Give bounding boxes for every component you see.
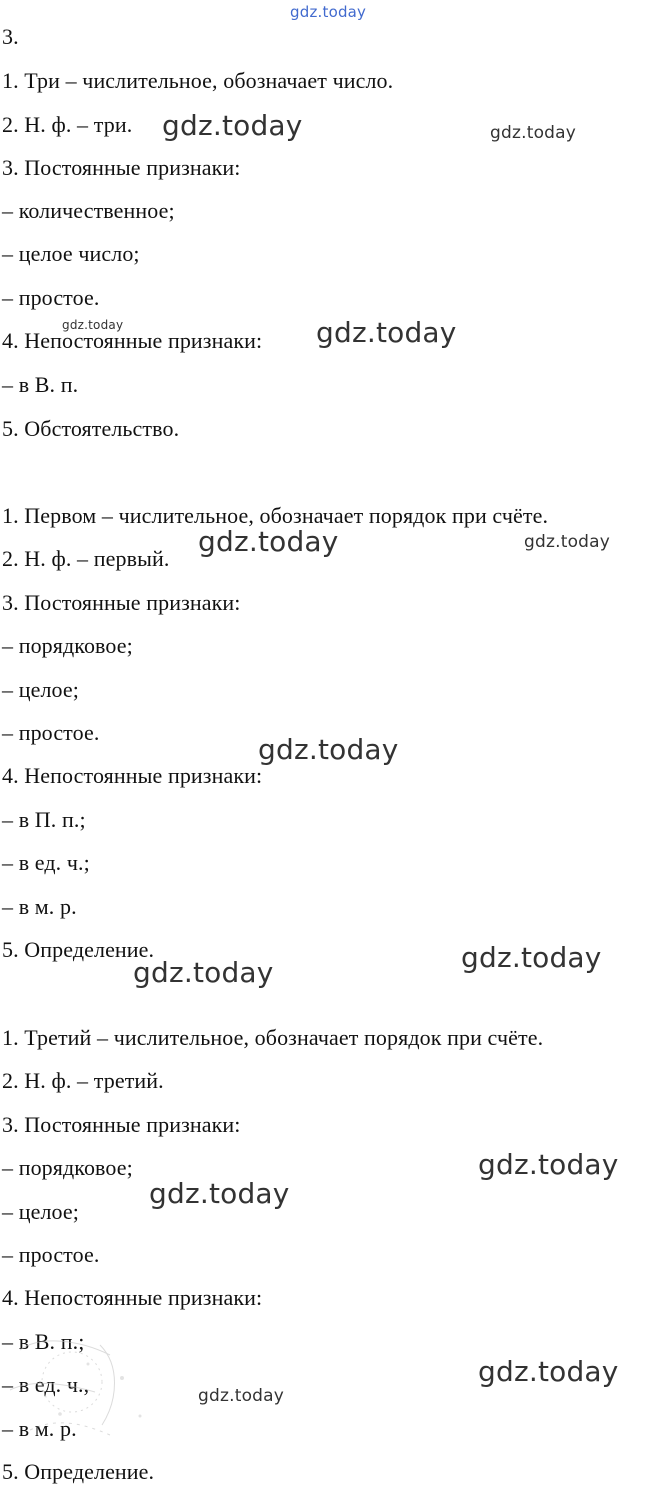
block1-line-1: 1. Три – числительное, обозначает число. — [2, 68, 394, 93]
watermark: gdz.today — [478, 1148, 619, 1181]
block3-line-4: – порядковое; — [2, 1155, 133, 1180]
block3-line-5: – целое; — [2, 1199, 79, 1224]
block3-line-1: 1. Третий – числительное, обозначает порядок при счёте. — [2, 1025, 544, 1050]
block2-line-11: 5. Определение. — [2, 937, 155, 962]
watermark: gdz.today — [198, 1386, 285, 1406]
block1-line-5: – целое число; — [2, 241, 140, 266]
block3-line-3: 3. Постоянные признаки: — [2, 1112, 241, 1137]
task-number: 3. — [2, 24, 19, 49]
block3-line-9: – в ед. ч., — [2, 1372, 90, 1397]
block3-line-6: – простое. — [2, 1242, 100, 1267]
block2-line-3: 3. Постоянные признаки: — [2, 590, 241, 615]
watermark: gdz.today — [149, 1177, 290, 1210]
block1-line-9: 5. Обстоятельство. — [2, 416, 180, 441]
watermark-top: gdz.today — [290, 3, 367, 21]
block2-line-9: – в ед. ч.; — [2, 850, 90, 875]
block3-line-11: 5. Определение. — [2, 1459, 155, 1484]
block1-line-7: 4. Непостоянные признаки: — [2, 328, 263, 353]
block1-line-6: – простое. — [2, 285, 100, 310]
watermark: gdz.today — [62, 318, 124, 332]
block3-line-7: 4. Непостоянные признаки: — [2, 1285, 263, 1310]
block2-line-7: 4. Непостоянные признаки: — [2, 763, 263, 788]
block3-line-10: – в м. р. — [2, 1416, 77, 1441]
block3-line-8: – в В. п.; — [2, 1329, 85, 1354]
block2-line-1: 1. Первом – числительное, обозначает порядок при счёте. — [2, 503, 549, 528]
watermark: gdz.today — [524, 532, 611, 552]
block2-line-8: – в П. п.; — [2, 807, 86, 832]
watermark: gdz.today — [133, 956, 274, 989]
watermark: gdz.today — [316, 316, 457, 349]
block1-line-3: 3. Постоянные признаки: — [2, 155, 241, 180]
block2-line-10: – в м. р. — [2, 894, 77, 919]
block2-line-2: 2. Н. ф. – первый. — [2, 546, 170, 571]
watermark: gdz.today — [461, 941, 602, 974]
watermark: gdz.today — [490, 123, 577, 143]
watermark: gdz.today — [198, 525, 339, 558]
block2-line-6: – простое. — [2, 720, 100, 745]
block1-line-8: – в В. п. — [2, 372, 79, 397]
block1-line-2: 2. Н. ф. – три. — [2, 112, 133, 137]
watermark: gdz.today — [258, 733, 399, 766]
block2-line-5: – целое; — [2, 677, 79, 702]
block1-line-4: – количественное; — [2, 198, 175, 223]
watermark: gdz.today — [478, 1355, 619, 1388]
watermark: gdz.today — [162, 109, 303, 142]
block2-line-4: – порядковое; — [2, 633, 133, 658]
block3-line-2: 2. Н. ф. – третий. — [2, 1068, 164, 1093]
